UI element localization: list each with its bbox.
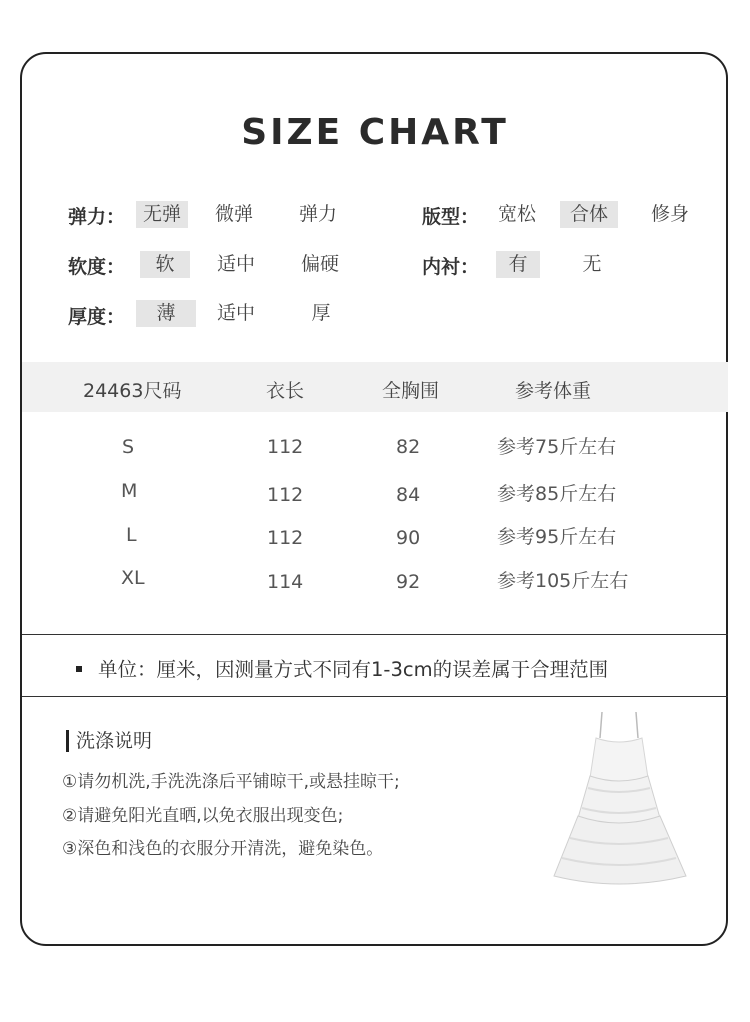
washing-item-2: ②请避免阳光直晒,以免衣服出现变色;	[62, 806, 344, 826]
row-xl-size: XL	[121, 567, 145, 589]
washing-item-3: ③深色和浅色的衣服分开清洗，避免染色。	[62, 839, 384, 859]
elasticity-option-elastic: 弹力	[298, 203, 337, 225]
row-l-bust: 90	[396, 527, 421, 549]
lining-label: 内衬：	[422, 256, 480, 278]
measurement-note-text: 单位：厘米，因测量方式不同有1-3cm的误差属于合理范围	[98, 658, 609, 681]
thickness-option-thin: 薄	[136, 300, 196, 327]
row-s-length: 112	[267, 436, 304, 458]
softness-option-soft: 软	[140, 251, 190, 278]
elasticity-option-slight: 微弹	[214, 203, 253, 225]
elasticity-option-none: 无弹	[136, 201, 188, 228]
thickness-label: 厚度：	[68, 306, 126, 328]
row-l-size: L	[126, 524, 137, 546]
row-m-length: 112	[267, 484, 304, 506]
lining-option-yes: 有	[496, 251, 540, 278]
row-s-weight: 参考75斤左右	[497, 436, 617, 458]
row-s-bust: 82	[396, 436, 421, 458]
header-bust: 全胸围	[382, 380, 440, 402]
washing-item-1: ①请勿机洗,手洗洗涤后平铺晾干,或悬挂晾干;	[62, 772, 400, 792]
divider-bottom	[22, 696, 728, 697]
elasticity-label: 弹力：	[68, 206, 126, 228]
thickness-option-thick: 厚	[311, 302, 331, 324]
washing-title: 洗涤说明	[66, 730, 152, 752]
fit-option-loose: 宽松	[497, 203, 536, 225]
fit-label: 版型：	[422, 206, 480, 228]
header-weight: 参考体重	[515, 380, 592, 402]
row-xl-length: 114	[267, 571, 304, 593]
lining-option-no: 无	[582, 253, 602, 275]
row-l-weight: 参考95斤左右	[497, 526, 617, 548]
fit-option-regular: 合体	[560, 201, 618, 228]
fit-option-slim: 修身	[650, 203, 689, 225]
page-title: SIZE CHART	[241, 112, 509, 153]
dress-photo	[548, 708, 690, 892]
row-m-weight: 参考85斤左右	[497, 483, 617, 505]
softness-option-medium: 适中	[216, 253, 255, 275]
row-xl-bust: 92	[396, 571, 421, 593]
bullet-icon	[76, 666, 82, 672]
row-m-size: M	[121, 480, 138, 502]
header-length: 衣长	[266, 380, 305, 402]
thickness-option-medium: 适中	[216, 302, 255, 324]
measurement-note	[76, 654, 608, 682]
softness-option-stiff: 偏硬	[300, 253, 339, 275]
row-s-size: S	[122, 436, 135, 458]
divider-top	[22, 634, 728, 635]
row-l-length: 112	[267, 527, 304, 549]
softness-label: 软度：	[68, 256, 126, 278]
header-size: 24463尺码	[83, 380, 182, 402]
row-m-bust: 84	[396, 484, 421, 506]
row-xl-weight: 参考105斤左右	[497, 570, 629, 592]
